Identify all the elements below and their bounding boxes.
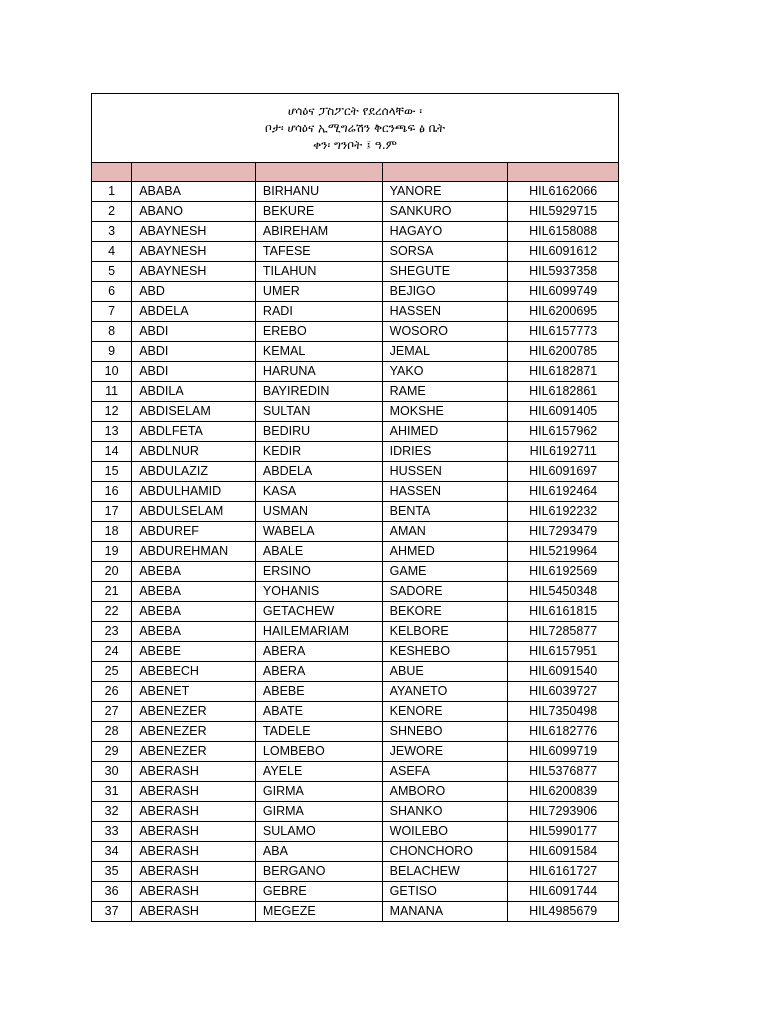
father-name: TADELE [255,722,382,742]
row-number: 5 [92,262,132,282]
grandfather-name: WOSORO [382,322,508,342]
first-name: ABDUREF [132,522,256,542]
row-number: 11 [92,382,132,402]
row-number: 12 [92,402,132,422]
father-name: EREBO [255,322,382,342]
grandfather-name: AMBORO [382,782,508,802]
grandfather-name: HASSEN [382,302,508,322]
row-number: 16 [92,482,132,502]
grandfather-name: SHEGUTE [382,262,508,282]
passport-number: HIL6182776 [508,722,619,742]
row-number: 8 [92,322,132,342]
passport-number: HIL7350498 [508,702,619,722]
first-name: ABDLNUR [132,442,256,462]
table-row [92,622,619,642]
passport-number: HIL6192569 [508,562,619,582]
table-row [92,562,619,582]
first-name: ABERASH [132,782,256,802]
first-name: ABENEZER [132,742,256,762]
row-number: 32 [92,802,132,822]
table-row [92,322,619,342]
table-row [92,182,619,202]
row-number: 19 [92,542,132,562]
header-cell [255,163,382,182]
table-row [92,302,619,322]
father-name: SULAMO [255,822,382,842]
grandfather-name: KENORE [382,702,508,722]
table-row [92,442,619,462]
father-name: ABATE [255,702,382,722]
table-row [92,422,619,442]
father-name: GEBRE [255,882,382,902]
passport-number: HIL6091405 [508,402,619,422]
first-name: ABEBA [132,582,256,602]
passport-number: HIL6192711 [508,442,619,462]
first-name: ABDILA [132,382,256,402]
father-name: USMAN [255,502,382,522]
table-row [92,402,619,422]
father-name: WABELA [255,522,382,542]
first-name: ABEBA [132,562,256,582]
father-name: ERSINO [255,562,382,582]
grandfather-name: BELACHEW [382,862,508,882]
first-name: ABDELA [132,302,256,322]
title-line-3: ቀን፡ ግንቦት ፤ ዓ.ም [313,137,397,152]
father-name: HARUNA [255,362,382,382]
passport-number: HIL5376877 [508,762,619,782]
passport-number: HIL5937358 [508,262,619,282]
row-number: 28 [92,722,132,742]
header-cell [132,163,256,182]
first-name: ABERASH [132,842,256,862]
row-number: 14 [92,442,132,462]
grandfather-name: HASSEN [382,482,508,502]
passport-list-table [91,93,619,922]
table-row [92,682,619,702]
table-row [92,782,619,802]
passport-number: HIL6161727 [508,862,619,882]
row-number: 15 [92,462,132,482]
table-row [92,202,619,222]
header-color-row [92,163,619,182]
passport-number: HIL6192232 [508,502,619,522]
father-name: ABEBE [255,682,382,702]
father-name: ABALE [255,542,382,562]
row-number: 1 [92,182,132,202]
grandfather-name: JEWORE [382,742,508,762]
table-row [92,582,619,602]
father-name: ABIREHAM [255,222,382,242]
first-name: ABENET [132,682,256,702]
table-row [92,722,619,742]
first-name: ABEBE [132,642,256,662]
first-name: ABENEZER [132,702,256,722]
row-number: 7 [92,302,132,322]
row-number: 35 [92,862,132,882]
grandfather-name: AMAN [382,522,508,542]
table-row [92,602,619,622]
grandfather-name: SANKURO [382,202,508,222]
grandfather-name: BENTA [382,502,508,522]
father-name: GIRMA [255,782,382,802]
row-number: 29 [92,742,132,762]
table-row [92,862,619,882]
passport-number: HIL5990177 [508,822,619,842]
grandfather-name: IDRIES [382,442,508,462]
table-row [92,842,619,862]
row-number: 27 [92,702,132,722]
grandfather-name: SHANKO [382,802,508,822]
grandfather-name: AYANETO [382,682,508,702]
row-number: 23 [92,622,132,642]
father-name: SULTAN [255,402,382,422]
first-name: ABENEZER [132,722,256,742]
table-row [92,262,619,282]
passport-number: HIL6091584 [508,842,619,862]
table-row [92,502,619,522]
table-row [92,902,619,922]
passport-number: HIL6161815 [508,602,619,622]
passport-number: HIL6162066 [508,182,619,202]
passport-number: HIL5929715 [508,202,619,222]
father-name: ABA [255,842,382,862]
grandfather-name: GETISO [382,882,508,902]
row-number: 13 [92,422,132,442]
first-name: ABEBECH [132,662,256,682]
passport-number: HIL6157951 [508,642,619,662]
grandfather-name: MOKSHE [382,402,508,422]
row-number: 22 [92,602,132,622]
row-number: 2 [92,202,132,222]
first-name: ABERASH [132,902,256,922]
row-number: 21 [92,582,132,602]
row-number: 18 [92,522,132,542]
table-row [92,762,619,782]
father-name: ABDELA [255,462,382,482]
grandfather-name: JEMAL [382,342,508,362]
grandfather-name: CHONCHORO [382,842,508,862]
father-name: RADI [255,302,382,322]
first-name: ABERASH [132,862,256,882]
first-name: ABDI [132,342,256,362]
table-row [92,662,619,682]
title-row [92,94,619,163]
first-name: ABDISELAM [132,402,256,422]
father-name: MEGEZE [255,902,382,922]
passport-number: HIL6157962 [508,422,619,442]
grandfather-name: BEJIGO [382,282,508,302]
first-name: ABERASH [132,822,256,842]
grandfather-name: SADORE [382,582,508,602]
title-block [92,94,619,163]
father-name: AYELE [255,762,382,782]
table-row [92,282,619,302]
passport-number: HIL6158088 [508,222,619,242]
row-number: 25 [92,662,132,682]
table-row [92,542,619,562]
first-name: ABANO [132,202,256,222]
table-row [92,482,619,502]
row-number: 3 [92,222,132,242]
first-name: ABEBA [132,622,256,642]
passport-number: HIL6099749 [508,282,619,302]
passport-number: HIL6091540 [508,662,619,682]
passport-number: HIL6157773 [508,322,619,342]
table-row [92,382,619,402]
father-name: LOMBEBO [255,742,382,762]
father-name: BIRHANU [255,182,382,202]
grandfather-name: ABUE [382,662,508,682]
passport-number: HIL6091697 [508,462,619,482]
title-line-2: ቦታ፡ ሆሳዕና ኢሚግሬሽን ቅርንጫፍ ፅ ቤት [264,120,446,135]
row-number: 34 [92,842,132,862]
table-row [92,522,619,542]
row-number: 20 [92,562,132,582]
table-row [92,222,619,242]
row-number: 37 [92,902,132,922]
first-name: ABDI [132,362,256,382]
table-row [92,882,619,902]
grandfather-name: KELBORE [382,622,508,642]
father-name: BEKURE [255,202,382,222]
table-row [92,742,619,762]
passport-number: HIL7285877 [508,622,619,642]
father-name: BEDIRU [255,422,382,442]
first-name: ABD [132,282,256,302]
first-name: ABAYNESH [132,242,256,262]
passport-number: HIL7293479 [508,522,619,542]
first-name: ABDI [132,322,256,342]
row-number: 10 [92,362,132,382]
row-number: 6 [92,282,132,302]
grandfather-name: AHIMED [382,422,508,442]
first-name: ABABA [132,182,256,202]
first-name: ABAYNESH [132,222,256,242]
grandfather-name: SORSA [382,242,508,262]
passport-number: HIL5450348 [508,582,619,602]
header-cell [382,163,508,182]
first-name: ABERASH [132,762,256,782]
row-number: 4 [92,242,132,262]
row-number: 9 [92,342,132,362]
father-name: KEMAL [255,342,382,362]
passport-number: HIL6192464 [508,482,619,502]
grandfather-name: YANORE [382,182,508,202]
passport-number: HIL6091612 [508,242,619,262]
passport-number: HIL5219964 [508,542,619,562]
father-name: GETACHEW [255,602,382,622]
first-name: ABDULHAMID [132,482,256,502]
first-name: ABERASH [132,802,256,822]
father-name: ABERA [255,662,382,682]
table-row [92,342,619,362]
row-number: 30 [92,762,132,782]
passport-number: HIL6099719 [508,742,619,762]
row-number: 33 [92,822,132,842]
first-name: ABEBA [132,602,256,622]
first-name: ABDLFETA [132,422,256,442]
row-number: 31 [92,782,132,802]
passport-number: HIL6091744 [508,882,619,902]
passport-number: HIL6200695 [508,302,619,322]
first-name: ABDULSELAM [132,502,256,522]
passport-number: HIL6200785 [508,342,619,362]
row-number: 26 [92,682,132,702]
first-name: ABDULAZIZ [132,462,256,482]
grandfather-name: SHNEBO [382,722,508,742]
row-number: 17 [92,502,132,522]
table-row [92,802,619,822]
grandfather-name: MANANA [382,902,508,922]
passport-number: HIL4985679 [508,902,619,922]
passport-number: HIL7293906 [508,802,619,822]
passport-number: HIL6182871 [508,362,619,382]
father-name: TILAHUN [255,262,382,282]
first-name: ABAYNESH [132,262,256,282]
grandfather-name: WOILEBO [382,822,508,842]
header-cell [508,163,619,182]
passport-number: HIL6039727 [508,682,619,702]
row-number: 36 [92,882,132,902]
father-name: KASA [255,482,382,502]
grandfather-name: YAKO [382,362,508,382]
header-cell [92,163,132,182]
passport-number: HIL6200839 [508,782,619,802]
father-name: YOHANIS [255,582,382,602]
grandfather-name: RAME [382,382,508,402]
table-row [92,242,619,262]
passport-number: HIL6182861 [508,382,619,402]
table-row [92,642,619,662]
grandfather-name: AHMED [382,542,508,562]
father-name: BERGANO [255,862,382,882]
first-name: ABERASH [132,882,256,902]
title-line-1: ሆሳዕና ፓስፖርት የደረሰላቸው ፡ [287,103,423,118]
father-name: HAILEMARIAM [255,622,382,642]
father-name: GIRMA [255,802,382,822]
grandfather-name: KESHEBO [382,642,508,662]
father-name: ABERA [255,642,382,662]
row-number: 24 [92,642,132,662]
table-row [92,362,619,382]
grandfather-name: BEKORE [382,602,508,622]
grandfather-name: GAME [382,562,508,582]
father-name: BAYIREDIN [255,382,382,402]
father-name: KEDIR [255,442,382,462]
father-name: TAFESE [255,242,382,262]
first-name: ABDUREHMAN [132,542,256,562]
table-row [92,702,619,722]
table-row [92,462,619,482]
table-row [92,822,619,842]
grandfather-name: HAGAYO [382,222,508,242]
grandfather-name: ASEFA [382,762,508,782]
grandfather-name: HUSSEN [382,462,508,482]
father-name: UMER [255,282,382,302]
